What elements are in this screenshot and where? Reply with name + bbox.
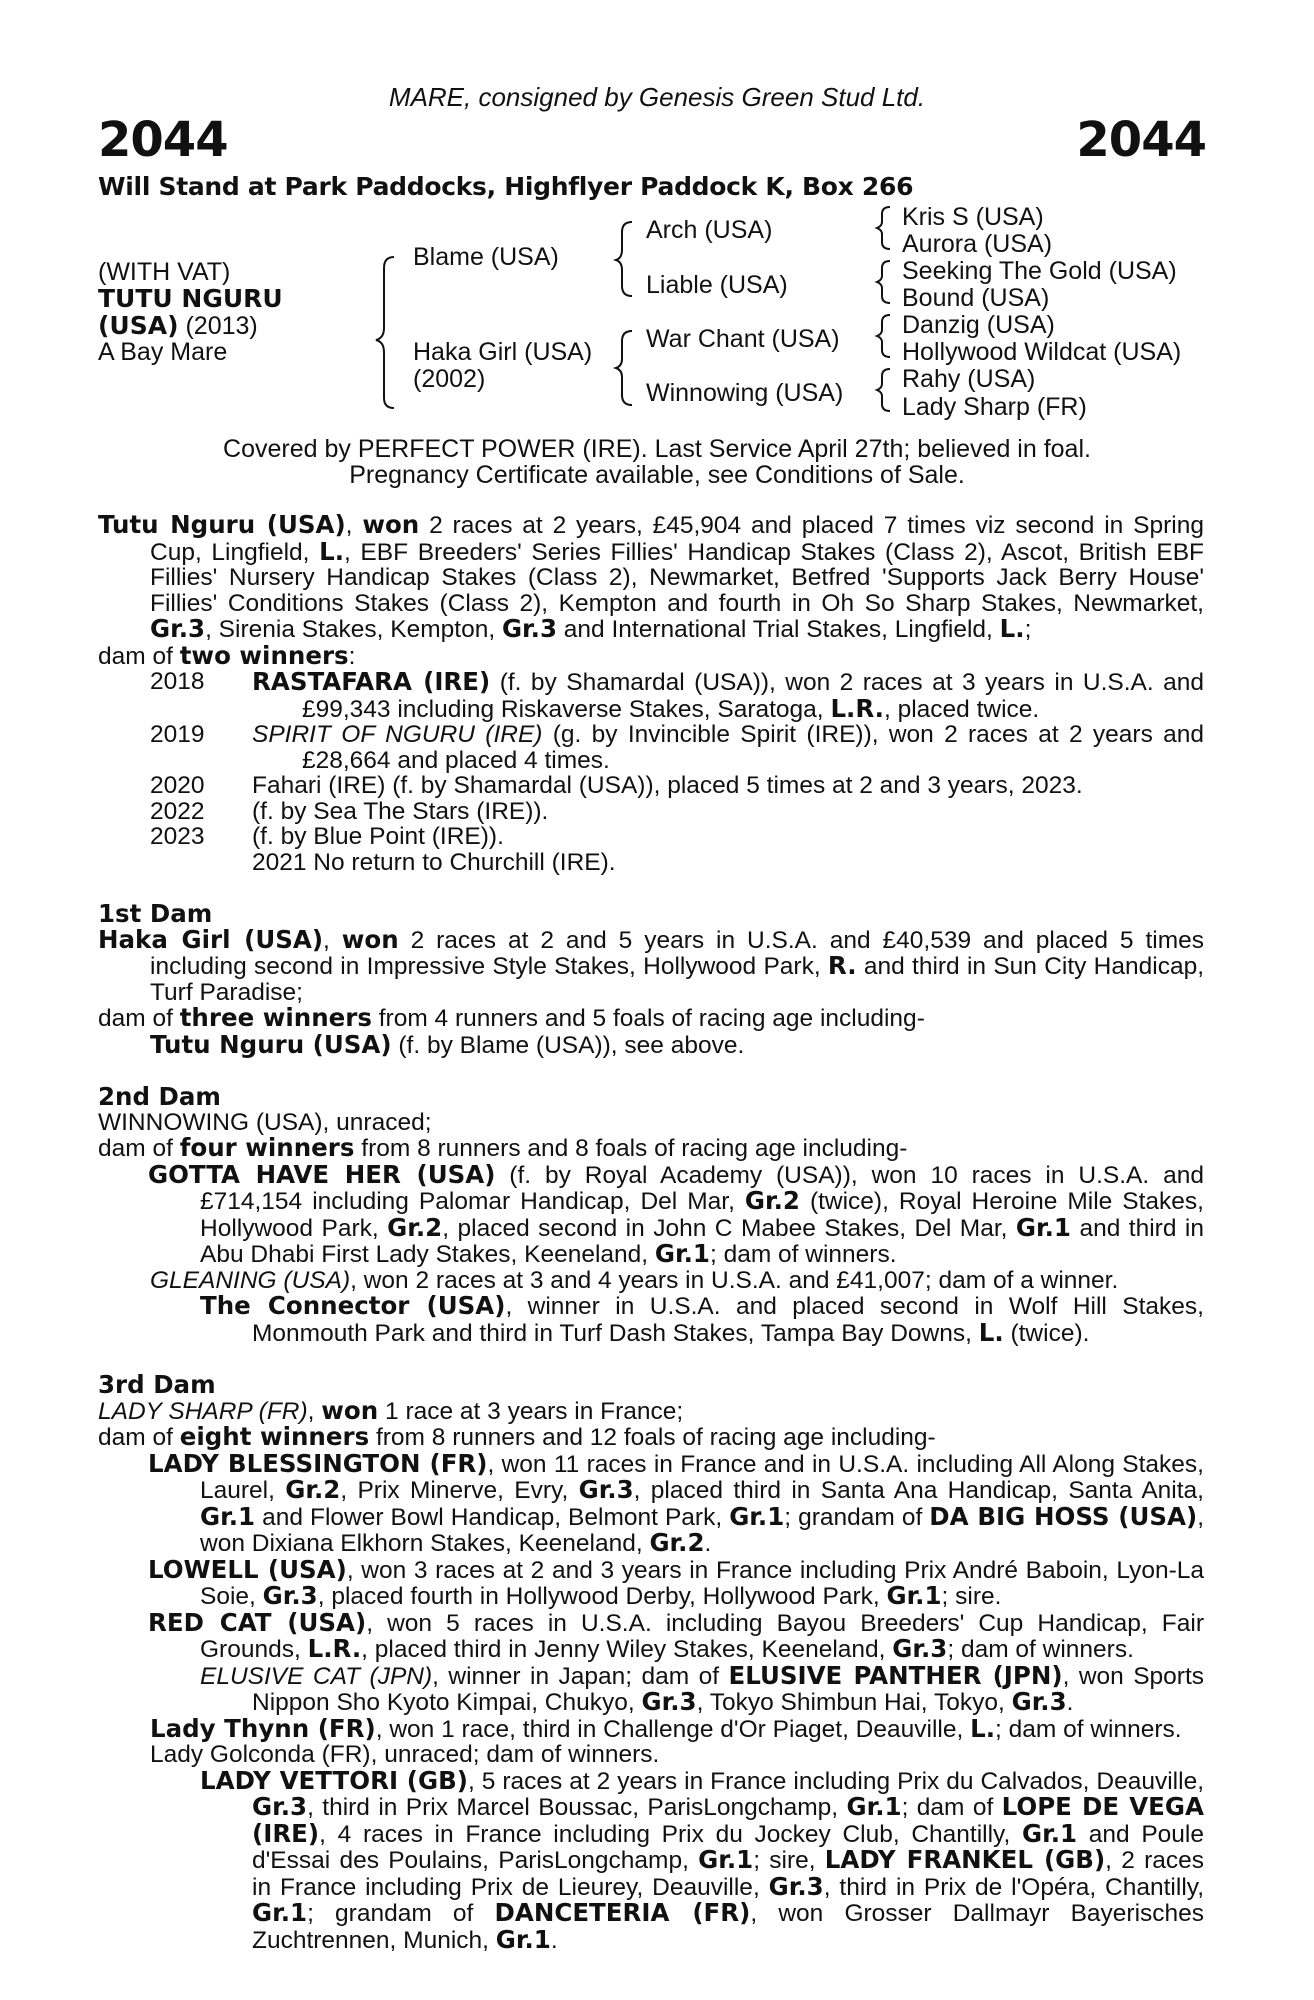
race-grade: Gr.1 — [1015, 1212, 1071, 1242]
progeny-detail: . — [550, 1926, 558, 1954]
progeny-detail: , won 3 races at 2 and 3 years in France including Prix André Baboin, Lyon-La Soie, — [200, 1556, 1204, 1610]
progeny-detail: (f. by Shamardal (USA)), won 2 races at 3 years in U.S.A. and £99,343 including Riskaverse Stakes, Saratoga, — [302, 669, 1205, 723]
horse-description: A Bay Mare — [98, 338, 228, 366]
progeny-detail: , 2 races in France including Prix de Lieurey, Deauville, — [252, 1847, 1204, 1901]
pedigree-g3-4: Bound (USA) — [902, 284, 1050, 312]
pedigree-g3-8: Lady Sharp (FR) — [902, 393, 1087, 421]
progeny-row — [98, 773, 1204, 799]
first-dam-heading: 1st Dam — [98, 899, 213, 928]
progeny-detail: (twice), Royal Heroine Mile Stakes, Hollywood Park, — [200, 1188, 1204, 1242]
third-dam-progeny-7 — [98, 1765, 1205, 1954]
third-dam-heading: 3rd Dam — [98, 1370, 216, 1399]
progeny-detail: (f. by Royal Academy (USA)), won 10 races in U.S.A. and £714,154 including Palomar Handicap, Del Mar, — [200, 1161, 1204, 1215]
race-grade: L.R. — [307, 1634, 362, 1663]
progeny-name: ELUSIVE CAT (JPN) — [200, 1662, 433, 1690]
progeny-detail: (g. by Invincible Spirit (IRE)), won 2 races at 2 years and £28,664 and placed 4 times. — [302, 721, 1204, 774]
progeny-name: GOTTA HAVE HER (USA) — [148, 1159, 496, 1189]
progeny-detail: , placed second in John C Mabee Stakes, Del Mar, — [442, 1214, 1016, 1242]
won-label: won — [321, 1395, 379, 1425]
race-grade: Gr.3 — [1011, 1687, 1067, 1716]
second-dam-heading: 2nd Dam — [98, 1082, 221, 1111]
brace-gen1 — [376, 257, 394, 408]
progeny-detail: and Flower Bowl Handicap, Belmont Park, — [255, 1503, 730, 1531]
second-dam-progeny-3 — [98, 1293, 1204, 1346]
progeny-name: RASTAFARA (IRE) — [252, 667, 491, 696]
progeny-detail: , 5 races at 2 years in France including Prix du Calvados, Deauville, — [467, 1767, 1204, 1795]
progeny-text: (f. by Sea The Stars (IRE)). — [252, 797, 549, 825]
progeny-row — [98, 799, 1204, 825]
progeny-detail: , placed fourth in Hollywood Derby, Hollywood Park, — [317, 1583, 887, 1610]
grand-progeny-name: LOPE DE VEGA (IRE) — [252, 1792, 1204, 1848]
race-grade: Gr.1 — [200, 1501, 256, 1531]
pedigree-g3-6: Hollywood Wildcat (USA) — [902, 338, 1182, 366]
progeny-year: 2023 — [150, 823, 205, 850]
progeny-row — [98, 669, 1204, 722]
race-grade: Gr.3 — [768, 1871, 824, 1901]
race-grade: R. — [827, 951, 857, 980]
race-grade: Gr.1 — [654, 1239, 710, 1268]
grand-progeny-name: DANCETERIA (FR) — [494, 1898, 751, 1927]
progeny-detail: , won Grosser Dallmayr Bayerisches Zuchtrennen, Munich, — [252, 1900, 1205, 1954]
race-grade: L. — [999, 614, 1025, 643]
dam-of-text: from 8 runners and 12 foals of racing age including- — [369, 1424, 936, 1451]
covered-line-2: Pregnancy Certificate available, see Conditions of Sale. — [349, 461, 965, 489]
third-dam-progeny-3 — [98, 1607, 1204, 1663]
progeny-name: Lady Thynn (FR) — [150, 1713, 376, 1743]
mare-dam-of — [98, 640, 1204, 670]
progeny-detail: , won Sports Nippon Sho Kyoto Kimpai, Chukyo, — [252, 1662, 1205, 1716]
record-text: and third in Sun City Handicap, Turf Paradise; — [150, 953, 1205, 1006]
progeny-detail: ; sire, — [753, 1847, 825, 1874]
progeny-detail: , placed third in Jenny Wiley Stakes, Keeneland, — [361, 1636, 893, 1663]
race-grade: Gr.1 — [698, 1845, 754, 1874]
progeny-detail: , placed third in Santa Ana Handicap, Santa Anita, — [633, 1477, 1204, 1504]
race-grade: Gr.3 — [150, 614, 206, 643]
grand-progeny-name: ELUSIVE PANTHER (JPN) — [728, 1660, 1063, 1690]
won-label: won — [362, 510, 420, 539]
second-dam-line: WINNOWING (USA), unraced; — [98, 1108, 432, 1136]
race-grade: Gr.3 — [641, 1687, 697, 1716]
covered-line-1: Covered by PERFECT POWER (IRE). Last Service April 27th; believed in foal. — [223, 435, 1091, 463]
race-grade: Gr.1 — [495, 1924, 551, 1954]
pedigree-sire: Blame (USA) — [413, 243, 559, 271]
third-dam-of — [98, 1424, 1204, 1451]
dam-of-text: from 8 runners and 8 foals of racing age including- — [354, 1135, 908, 1162]
race-grade: Gr.2 — [285, 1475, 341, 1504]
race-grade: L. — [978, 1317, 1004, 1347]
lot-number-left: 2044 — [98, 112, 228, 168]
race-grade: Gr.3 — [892, 1634, 948, 1663]
stand-location: Will Stand at Park Paddocks, Highflyer Paddock K, Box 266 — [98, 172, 914, 201]
pedigree-sire-dam: Liable (USA) — [646, 271, 788, 299]
progeny-row — [98, 722, 1204, 773]
horse-origin: (USA) — [98, 311, 179, 340]
progeny-detail: ; dam of winners. — [995, 1715, 1182, 1743]
record-text: 1 race at 3 years in France; — [378, 1397, 684, 1425]
progeny-detail: , winner in U.S.A. and placed second in Wolf Hill Stakes, Monmouth Park and third in Turf Dash Stakes, Tampa Bay Downs, — [252, 1293, 1204, 1347]
race-grade: Gr.1 — [1022, 1818, 1078, 1848]
progeny-year: 2020 — [150, 772, 205, 799]
progeny-name: RED CAT (USA) — [148, 1607, 367, 1637]
progeny-name: LADY BLESSINGTON (FR) — [148, 1448, 488, 1478]
race-grade: L. — [319, 536, 344, 566]
dam-of-text: dam of — [98, 1135, 180, 1162]
race-grade: Gr.3 — [501, 614, 557, 643]
progeny-detail: , Prix Minerve, Evry, — [340, 1477, 579, 1504]
race-grade: Gr.3 — [252, 1792, 308, 1821]
race-grade: Gr.1 — [252, 1898, 308, 1927]
separator: , — [307, 1397, 322, 1425]
pedigree-g3-2: Aurora (USA) — [902, 230, 1053, 258]
progeny-detail: (f. by Blame (USA)), see above. — [391, 1031, 745, 1059]
brace-gen2-dam — [616, 331, 632, 405]
progeny-detail: and third in Abu Dhabi First Lady Stakes, Keeneland, — [200, 1214, 1204, 1268]
brace-gen3-2 — [877, 261, 890, 303]
record-text: , Sirenia Stakes, Kempton, — [205, 616, 502, 643]
catalogue-body — [98, 512, 1204, 1953]
progeny-detail: , third in Prix Marcel Boussac, ParisLongchamp, — [307, 1794, 847, 1821]
winners-count: two winners — [179, 640, 349, 670]
second-dam-of — [98, 1135, 1204, 1162]
race-grade: Gr.3 — [578, 1475, 634, 1504]
race-grade: Gr.1 — [886, 1581, 942, 1610]
winners-count: four winners — [179, 1133, 355, 1162]
horse-name: TUTU NGURU — [98, 284, 283, 313]
progeny-row — [98, 824, 1204, 850]
first-dam-record: Haka Girl (USA), won 2 races at 2 and 5 years in U.S.A. and £40,539 and placed 5 times including second in Impressive Style Stakes, Hollywood Park, R. and third in Sun City Handicap, Turf Paradise; — [98, 924, 1205, 1006]
won-label: won — [341, 924, 399, 954]
first-dam-progeny — [98, 1029, 1204, 1059]
progeny-name: The Connector (USA) — [200, 1291, 506, 1320]
progeny-year: 2022 — [150, 797, 205, 825]
grand-progeny-name: DA BIG HOSS (USA) — [929, 1501, 1198, 1531]
progeny-year — [150, 850, 252, 876]
progeny-name: SPIRIT OF NGURU (IRE) — [252, 721, 543, 748]
record-text: and International Trial Stakes, Lingfield, — [557, 616, 1000, 643]
progeny-detail: , won 2 races at 3 and 4 years in U.S.A. and £41,007; dam of a winner. — [350, 1266, 1119, 1294]
brace-gen3-3 — [877, 315, 890, 357]
progeny-text — [252, 669, 1204, 722]
second-dam-progeny-2 — [98, 1268, 1204, 1294]
progeny-detail: , third in Prix de l'Opéra, Chantilly, — [823, 1873, 1204, 1901]
record-text: ; — [1024, 616, 1032, 643]
mare-name: Tutu Nguru (USA) — [98, 510, 346, 539]
progeny-detail: (twice). — [1003, 1319, 1090, 1347]
winners-count: three winners — [179, 1003, 372, 1032]
progeny-row — [98, 850, 1204, 876]
first-dam-of — [98, 1005, 1204, 1032]
progeny-text: Fahari (IRE) (f. by Shamardal (USA)), placed 5 times at 2 and 3 years, 2023. — [252, 772, 1083, 799]
progeny-detail: , won 11 races in France and in U.S.A. including All Along Stakes, Laurel, — [200, 1450, 1204, 1504]
pedigree-g3-3: Seeking The Gold (USA) — [902, 257, 1177, 285]
progeny-detail: , winner in Japan; dam of — [432, 1662, 729, 1690]
race-grade: L.R. — [830, 693, 884, 723]
progeny-detail: ; grandam of — [307, 1900, 495, 1927]
progeny-name: LOWELL (USA) — [148, 1554, 347, 1584]
progeny-detail: ; sire. — [941, 1583, 1002, 1610]
progeny-detail: , won 1 race, third in Challenge d'Or Piaget, Deauville, — [375, 1715, 971, 1743]
mare-record: Tutu Nguru (USA), won 2 races at 2 years, £45,904 and placed 7 times viz second in Spring Cup, Lingfield, L., EBF Breeders' Series Fillies' Handicap Stakes (Class 2), Ascot, British EBF Fillies' Nursery Handicap Stakes (Class 2), Newmarket, Betfred 'Supports Jack Berry House' Fillies' Conditions Stakes (Class 2), Kempton and fourth in Oh So Sharp Stakes, Newmarket, Gr.3, Sirenia Stakes, Kempton, Gr.3 and International Trial Stakes, Lingfield, L.; — [98, 510, 1205, 643]
progeny-detail: ; dam of winners. — [947, 1636, 1134, 1663]
grand-progeny-name: LADY FRANKEL (GB) — [824, 1845, 1106, 1874]
progeny-detail: , 4 races in France including Prix du Jockey Club, Chantilly, — [319, 1820, 1022, 1848]
vat-note: (WITH VAT) — [98, 258, 231, 286]
third-dam-progeny-6: Lady Golconda (FR), unraced; dam of winners. — [150, 1741, 660, 1768]
race-grade: Gr.2 — [387, 1212, 443, 1242]
progeny-text: 2021 No return to Churchill (IRE). — [252, 848, 616, 876]
pedigree-sire-sire: Arch (USA) — [646, 216, 773, 244]
record-text: 2 races at 2 and 5 years in U.S.A. and £40,539 and placed 5 times including second in Impressive Style Stakes, Hollywood Park, — [150, 926, 1204, 980]
progeny-text: (f. by Blue Point (IRE)). — [252, 823, 504, 850]
third-dam-progeny-1 — [98, 1448, 1204, 1557]
pedigree-dam: Haka Girl (USA) — [413, 338, 593, 366]
progeny-detail: and Poule d'Essai des Poulains, ParisLongchamp, — [252, 1820, 1204, 1874]
dam-of-text: dam of — [98, 642, 180, 670]
third-dam-progeny-5 — [98, 1713, 1204, 1743]
third-dam-line — [98, 1395, 1204, 1425]
progeny-detail: , placed twice. — [883, 695, 1040, 723]
brace-gen3-4 — [877, 369, 890, 411]
lot-number-right: 2044 — [1076, 112, 1206, 168]
record-text: 2 races at 2 years, £45,904 and placed 7 times viz second in Spring Cup, Lingfield, — [150, 512, 1204, 566]
race-grade: Gr.2 — [744, 1186, 800, 1215]
brace-gen3-1 — [877, 207, 890, 249]
pedigree-g3-7: Rahy (USA) — [902, 365, 1036, 393]
progeny-detail: . — [704, 1530, 712, 1557]
horse-year: (2013) — [178, 312, 258, 340]
second-dam-progeny-1 — [98, 1159, 1204, 1268]
record-text: , EBF Breeders' Series Fillies' Handicap Stakes (Class 2), Ascot, British EBF Fillies' Nursery Handicap Stakes (Class 2), Newmarket, Betfred 'Supports Jack Berry House' Fillies' Conditions Stakes (Class 2), Kempton and fourth in Oh So Sharp Stakes, Newmarket, — [150, 538, 1205, 617]
dam-of-text: from 4 runners and 5 foals of racing age including- — [371, 1005, 925, 1032]
race-grade: L. — [970, 1713, 995, 1743]
horse-origin-line — [98, 311, 258, 341]
dam-of-text: dam of — [98, 1005, 180, 1032]
progeny-detail: ; dam of winners. — [709, 1241, 897, 1268]
race-grade: Gr.1 — [729, 1501, 785, 1531]
progeny-year: 2018 — [150, 668, 205, 695]
progeny-detail: , Tokyo Shimbun Hai, Tokyo, — [696, 1689, 1012, 1716]
dam-name: Haka Girl (USA) — [98, 924, 324, 954]
pedigree-dam-sire: War Chant (USA) — [646, 325, 840, 353]
dam-of-text: : — [348, 642, 356, 670]
progeny-detail: . — [1066, 1689, 1074, 1716]
progeny-text — [252, 722, 1204, 773]
progeny-detail: , won 5 races in U.S.A. including Bayou Breeders' Cup Handicap, Fair Grounds, — [200, 1609, 1204, 1663]
pedigree-g3-1: Kris S (USA) — [902, 203, 1044, 231]
race-grade: Gr.2 — [649, 1528, 705, 1557]
brace-gen2-sire — [616, 222, 632, 296]
progeny-detail: ; grandam of — [784, 1503, 930, 1531]
dam-of-text: dam of — [98, 1424, 180, 1451]
progeny-name: GLEANING (USA) — [150, 1266, 351, 1294]
race-grade: Gr.1 — [846, 1792, 902, 1821]
pedigree-g3-5: Danzig (USA) — [902, 311, 1055, 339]
race-grade: Gr.3 — [262, 1581, 318, 1610]
progeny-detail: , won Dixiana Elkhorn Stakes, Keeneland, — [200, 1503, 1204, 1557]
progeny-year: 2019 — [150, 721, 205, 748]
pedigree-dam-year: (2002) — [413, 365, 486, 393]
consignor-line: MARE, consigned by Genesis Green Stud Ltd. — [388, 82, 926, 112]
pedigree-dam-dam: Winnowing (USA) — [646, 379, 844, 407]
progeny-detail: ; dam of — [901, 1794, 1002, 1821]
third-dam-progeny-4 — [98, 1660, 1205, 1716]
progeny-name: LADY VETTORI (GB) — [200, 1765, 468, 1795]
dam-name: LADY SHARP (FR) — [98, 1397, 308, 1425]
winners-count: eight winners — [179, 1422, 370, 1451]
progeny-name: Tutu Nguru (USA) — [150, 1029, 392, 1059]
third-dam-progeny-2 — [98, 1554, 1204, 1610]
